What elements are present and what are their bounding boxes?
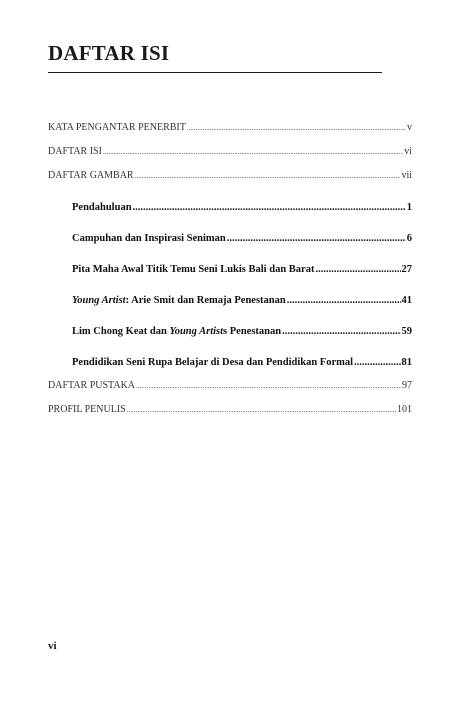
chapter-title: Young Artist: Arie Smit dan Remaja Penestanan xyxy=(72,295,286,306)
toc-entry-page: vii xyxy=(401,170,412,181)
chapter-title: Pendahuluan xyxy=(72,202,132,213)
toc-entry-page: 101 xyxy=(397,404,412,415)
toc-entry-profil-penulis[interactable] xyxy=(48,402,412,418)
title-rule xyxy=(48,72,382,73)
page-number: vi xyxy=(48,640,57,652)
chapter-title: Lim Chong Keat dan Young Artists Penestanan xyxy=(72,326,282,337)
chapter-page: 59 xyxy=(401,326,412,337)
toc-entry-page: v xyxy=(407,122,412,133)
chapter-page: 6 xyxy=(406,233,412,244)
toc-entry-label: DAFTAR GAMBAR xyxy=(48,170,134,181)
chapter-page: 81 xyxy=(401,357,412,368)
page-title: DAFTAR ISI xyxy=(48,41,170,65)
toc-entry-kata-pengantar[interactable] xyxy=(48,120,412,136)
toc-chapter-lim-chong-keat[interactable] xyxy=(72,324,412,339)
dot-leader xyxy=(282,324,400,339)
toc-entry-label: KATA PENGANTAR PENERBIT xyxy=(48,122,186,133)
chapter-page: 41 xyxy=(401,295,412,306)
chapter-title: Pendidikan Seni Rupa Belajar di Desa dan Pendidikan Formal xyxy=(72,357,354,368)
dot-leader xyxy=(127,402,396,418)
toc-chapter-pita-maha[interactable] xyxy=(72,262,412,277)
dot-leader xyxy=(187,120,406,136)
toc-entry-label: DAFTAR PUSTAKA xyxy=(48,380,136,391)
toc-entry-daftar-pustaka[interactable] xyxy=(48,378,412,394)
dot-leader xyxy=(103,144,403,160)
dot-leader xyxy=(354,355,400,370)
toc-chapter-pendidikan-seni-rupa[interactable] xyxy=(72,355,412,370)
chapter-page: 27 xyxy=(401,264,412,275)
chapter-title: Pita Maha Awal Titik Temu Seni Lukis Bali dan Barat xyxy=(72,264,315,275)
dot-leader xyxy=(315,262,400,277)
dot-leader xyxy=(227,231,406,246)
dot-leader xyxy=(136,378,401,394)
toc-chapter-young-artist[interactable] xyxy=(72,293,412,308)
toc-chapter-pendahuluan[interactable] xyxy=(72,200,412,215)
toc-entry-page: vi xyxy=(404,146,412,157)
toc-entry-daftar-isi[interactable] xyxy=(48,144,412,160)
toc-entry-page: 97 xyxy=(402,380,412,391)
dot-leader xyxy=(135,168,401,184)
chapter-page: 1 xyxy=(406,202,412,213)
toc-entry-daftar-gambar[interactable] xyxy=(48,168,412,184)
dot-leader xyxy=(133,200,406,215)
toc-chapter-campuhan[interactable] xyxy=(72,231,412,246)
chapter-title: Campuhan dan Inspirasi Seniman xyxy=(72,233,226,244)
dot-leader xyxy=(287,293,401,308)
toc-entry-label: PROFIL PENULIS xyxy=(48,404,126,415)
toc-entry-label: DAFTAR ISI xyxy=(48,146,102,157)
